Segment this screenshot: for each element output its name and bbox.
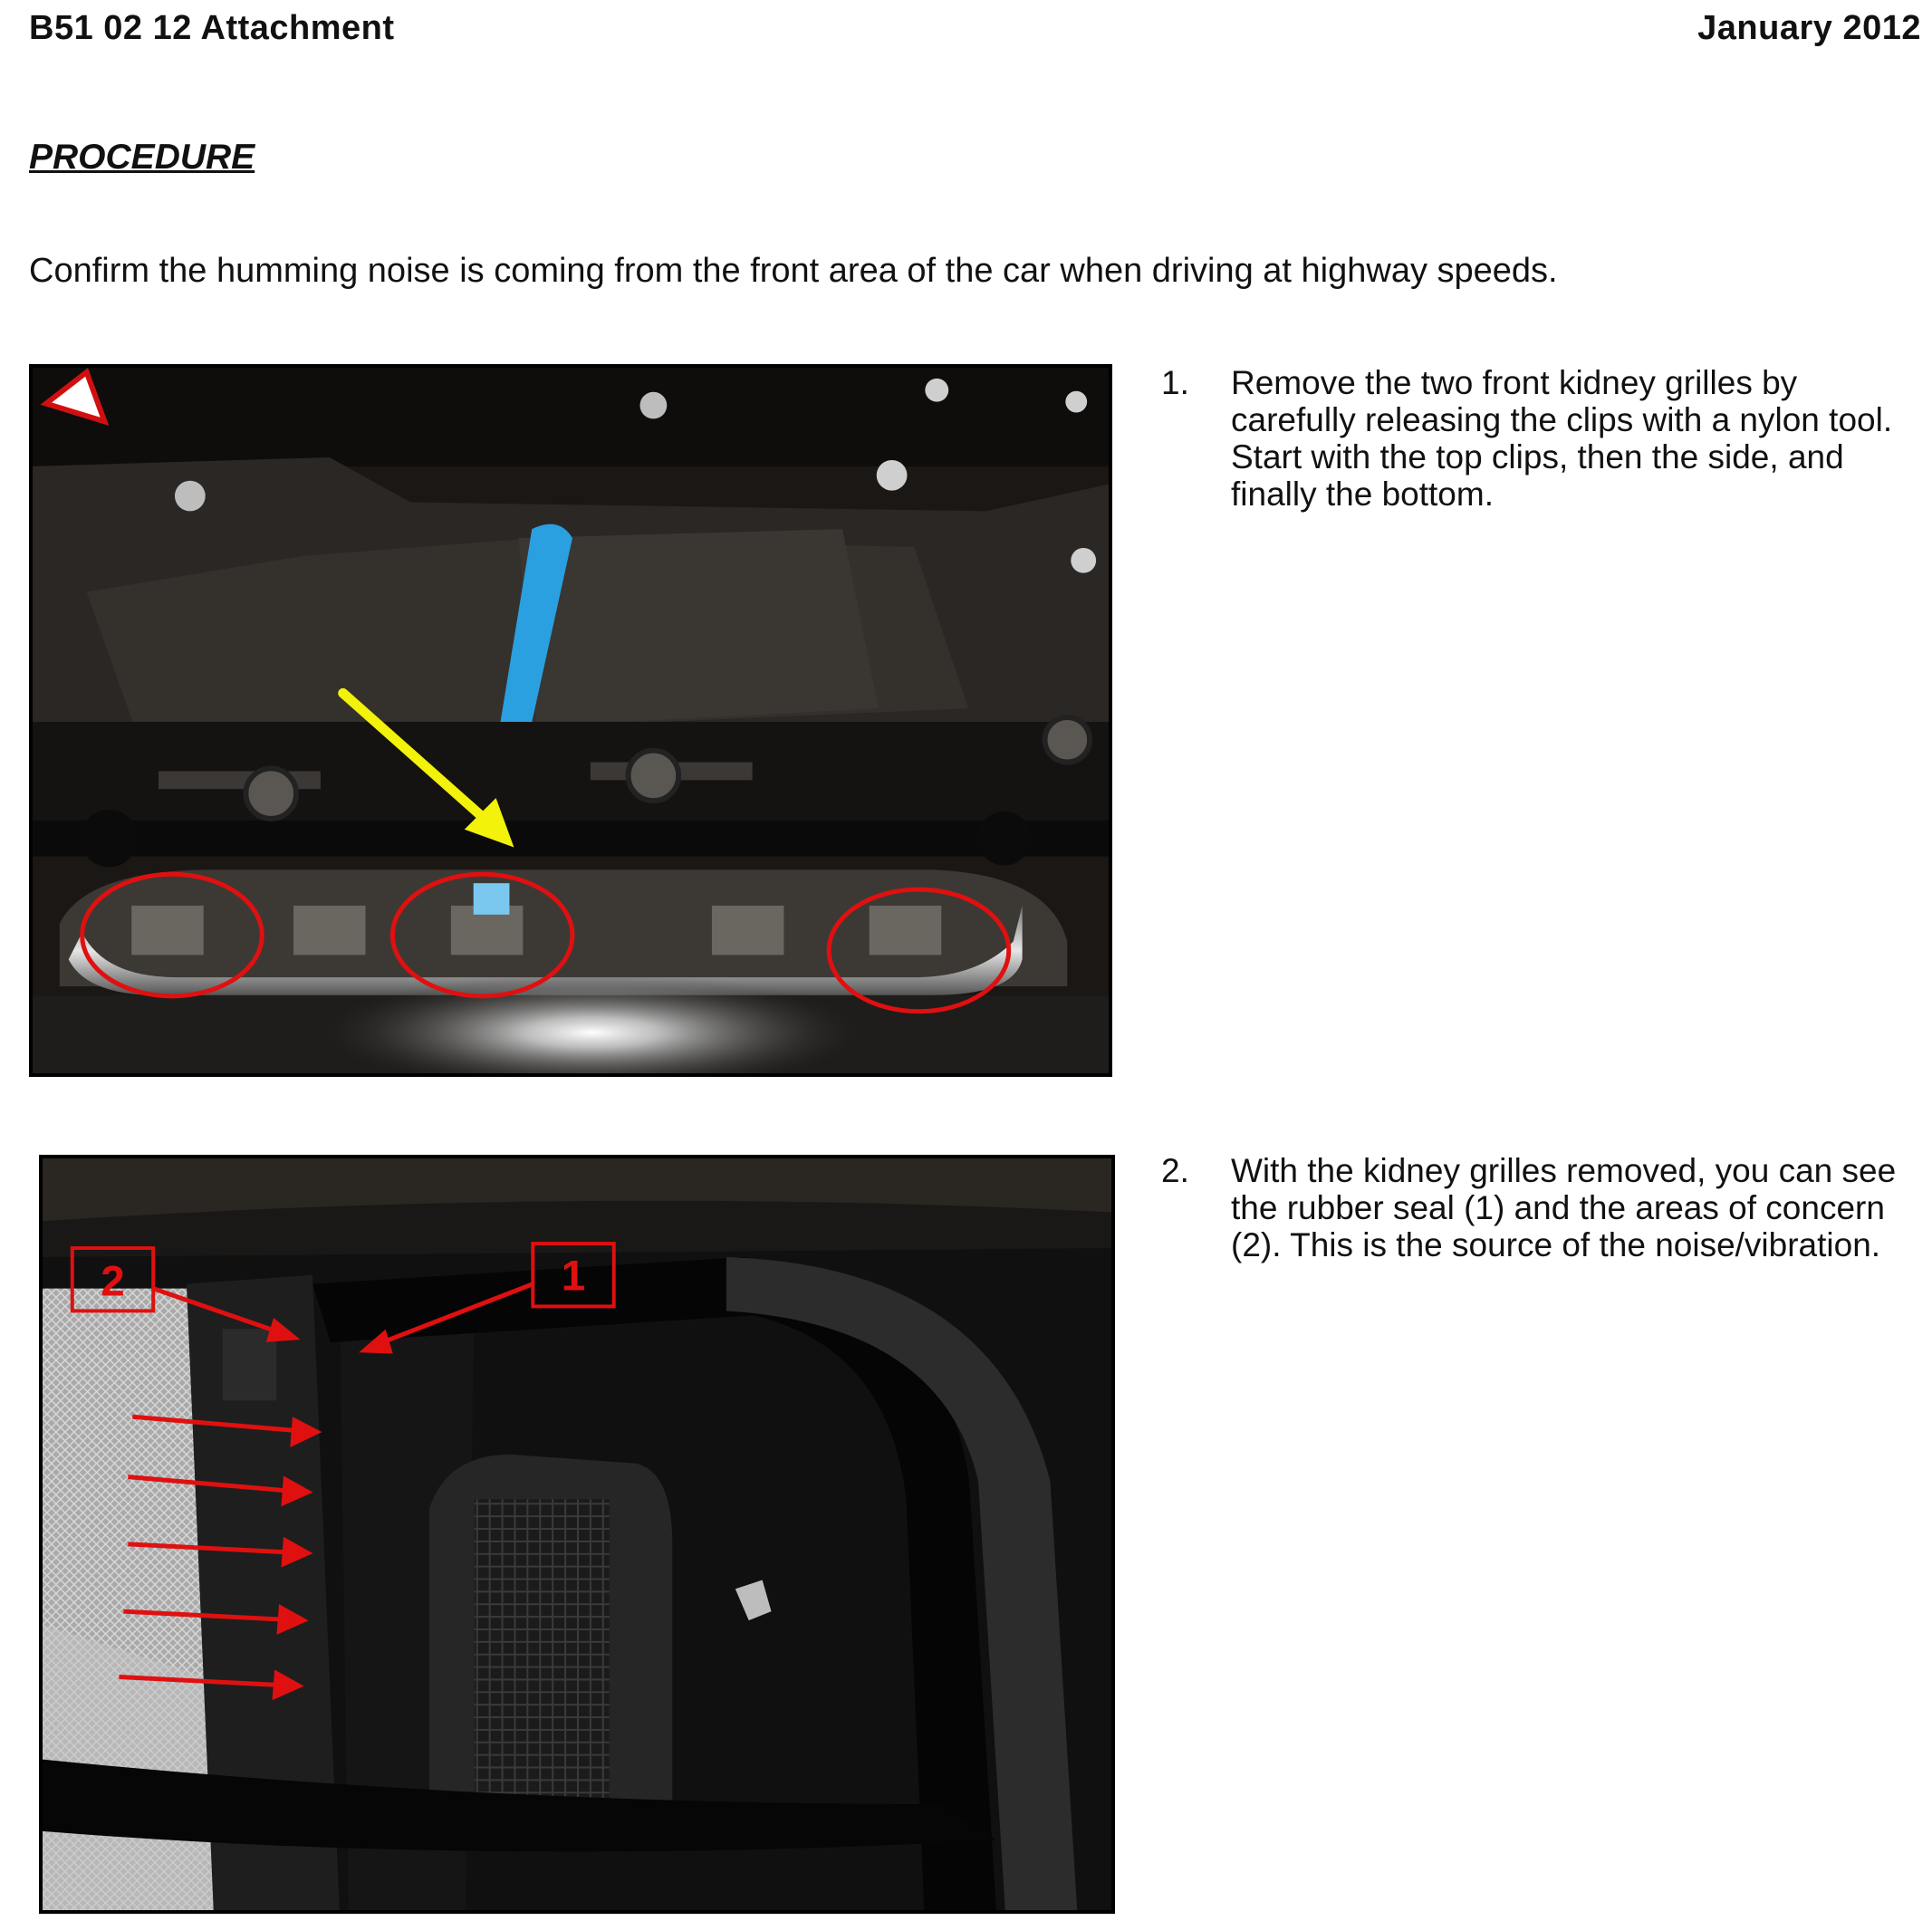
intro-paragraph: Confirm the humming noise is coming from the front area of the car when driving at highway speeds. xyxy=(29,252,1558,290)
section-title: PROCEDURE xyxy=(29,138,255,177)
document-code: B51 02 12 Attachment xyxy=(29,9,395,47)
grille-clips-photo xyxy=(29,364,1112,1077)
step-2-number: 2. xyxy=(1161,1152,1189,1189)
step-1-number: 1. xyxy=(1161,364,1189,401)
step-1-text: Remove the two front kidney grilles by carefully releasing the clips with a nylon tool. Start with the top clips, then the side, and finally the bottom. xyxy=(1231,364,1893,513)
document-date: January 2012 xyxy=(1697,9,1921,47)
rubber-seal-photo xyxy=(39,1155,1115,1914)
callout-label-1: 1 xyxy=(561,1252,586,1301)
step-1 xyxy=(1161,364,1922,513)
step-2-text: With the kidney grilles removed, you can see the rubber seal (1) and the areas of concern (2). This is the source of the noise/vibration. xyxy=(1231,1152,1897,1263)
step-2 xyxy=(1161,1152,1922,1263)
callout-label-2: 2 xyxy=(101,1257,125,1306)
